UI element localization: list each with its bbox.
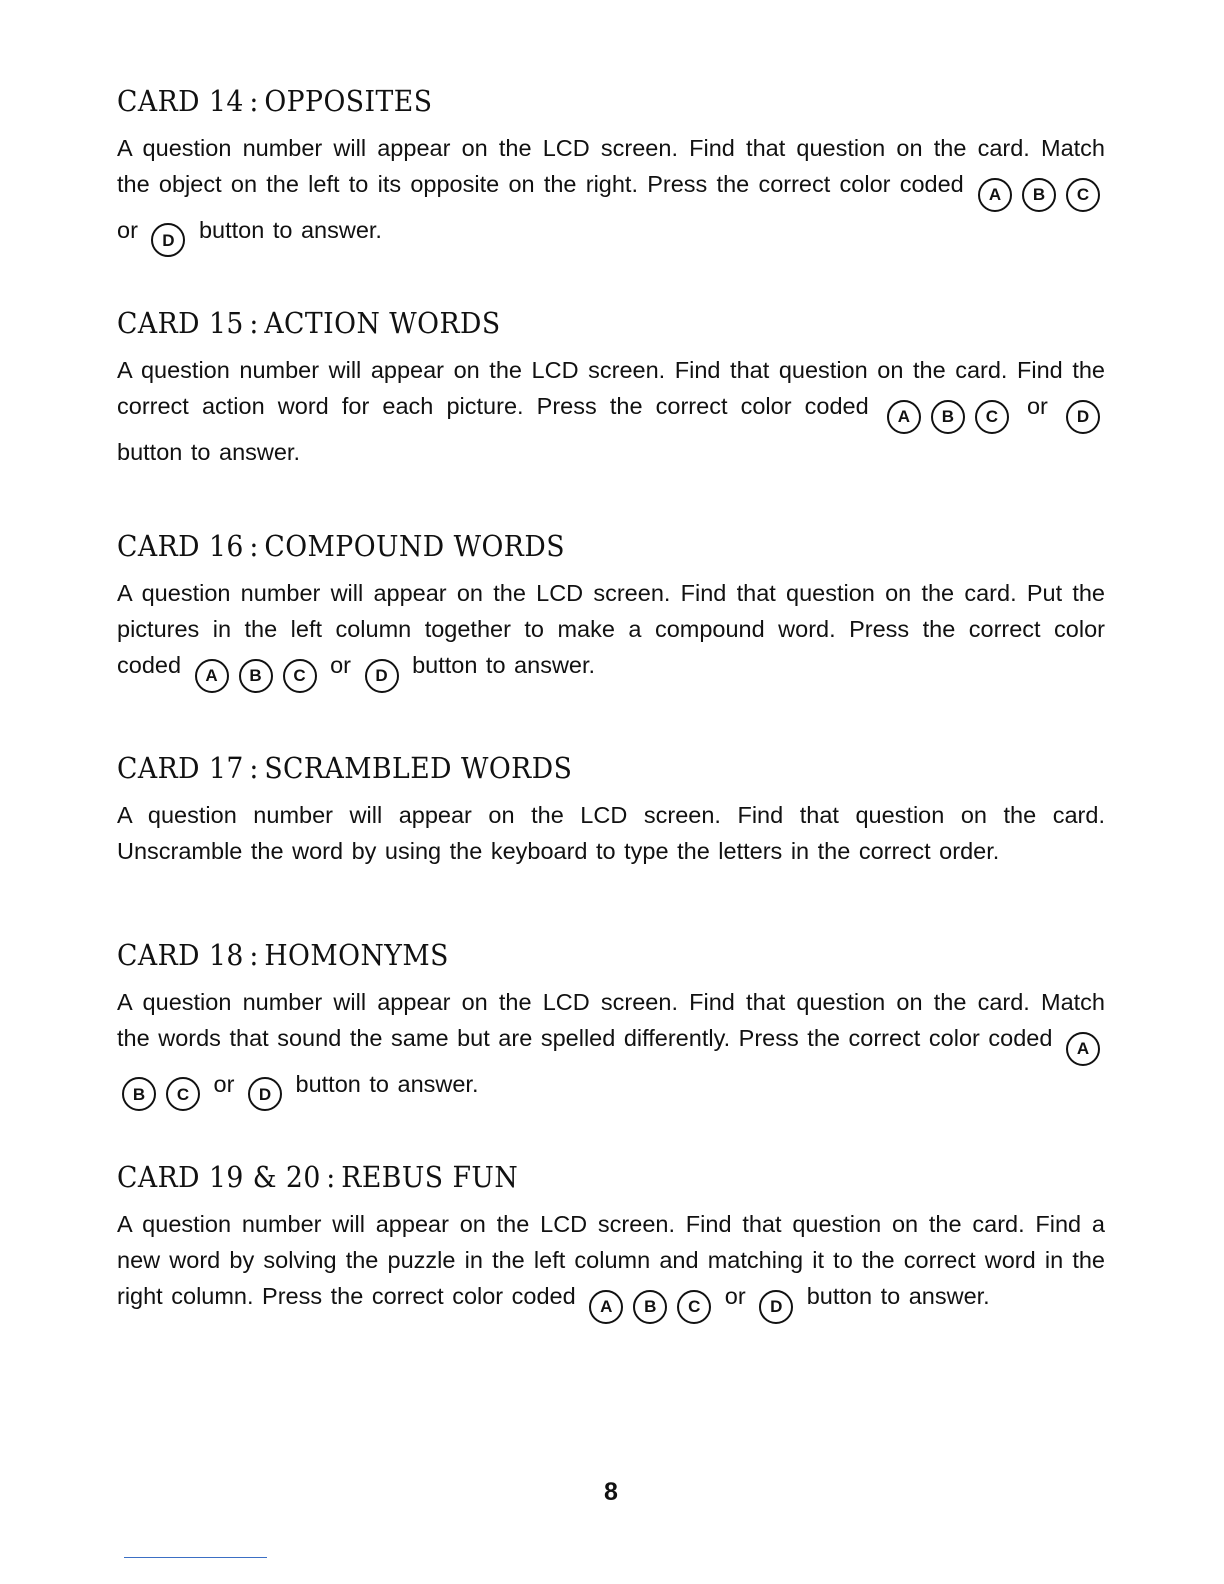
card-14-section <box>117 84 1105 257</box>
card-17-section <box>117 751 1105 869</box>
title-separator: : <box>326 1160 336 1194</box>
card-19-20-number: CARD 19 & 20 <box>117 1160 321 1194</box>
button-c-icon: C <box>166 1077 200 1111</box>
card-15-title <box>117 306 1026 340</box>
card-18-title <box>117 938 1026 972</box>
card-16-tail-text: button to answer. <box>412 652 596 678</box>
card-16-title <box>117 529 1026 563</box>
card-18-section <box>117 938 1105 1111</box>
or-text: or <box>724 1283 746 1309</box>
button-b-icon: B <box>239 659 273 693</box>
card-19-20-instructions <box>117 1206 1105 1324</box>
button-d-icon: D <box>151 223 185 257</box>
card-17-title <box>117 751 1026 785</box>
title-separator: : <box>249 529 259 563</box>
manual-page <box>117 0 1105 1584</box>
card-14-name: OPPOSITES <box>264 84 433 118</box>
button-d-icon: D <box>1066 400 1100 434</box>
card-14-title <box>117 84 1026 118</box>
button-c-icon: C <box>677 1290 711 1324</box>
card-17-instructions: A question number will appear on the LCD screen. Find that question on the card. Unscramble the word by using the keyboard to type the letters in the correct order. <box>117 802 1105 864</box>
card-19-20-name: REBUS FUN <box>341 1160 519 1194</box>
page-number: 8 <box>604 1478 618 1506</box>
button-a-icon: A <box>589 1290 623 1324</box>
title-separator: : <box>249 938 259 972</box>
card-16-name: COMPOUND WORDS <box>264 529 565 563</box>
button-b-icon: B <box>633 1290 667 1324</box>
button-c-icon: C <box>975 400 1009 434</box>
card-18-tail-text: button to answer. <box>295 1070 479 1097</box>
title-separator: : <box>249 84 259 118</box>
or-text: or <box>213 1070 235 1097</box>
card-17-number: CARD 17 <box>117 751 244 785</box>
button-a-icon: A <box>978 178 1012 212</box>
card-14-number: CARD 14 <box>117 84 244 118</box>
or-text: or <box>1026 393 1048 419</box>
card-16-lead-text: A question number will appear on the LCD screen. Find that question on the card. Put the pictures in the left column together to make a compound word. Press the correct color coded <box>117 580 1105 678</box>
button-d-icon: D <box>365 659 399 693</box>
button-d-icon: D <box>248 1077 282 1111</box>
card-15-tail-text: button to answer. <box>117 438 300 465</box>
button-b-icon: B <box>122 1077 156 1111</box>
card-16-instructions <box>117 575 1105 693</box>
card-15-lead-text: A question number will appear on the LCD screen. Find that question on the card. Find the correct action word for each picture. Press the correct color coded <box>117 357 1105 419</box>
card-14-instructions <box>117 130 1105 257</box>
footer-rule <box>124 1557 267 1558</box>
card-14-lead-text: A question number will appear on the LCD screen. Find that question on the card. Match the object on the left to its opposite on the right. Press the correct color coded <box>117 135 1105 197</box>
title-separator: : <box>249 306 259 340</box>
card-18-name: HOMONYMS <box>264 938 449 972</box>
button-c-icon: C <box>283 659 317 693</box>
card-19-20-title <box>117 1160 1026 1194</box>
card-19-20-section <box>117 1160 1105 1324</box>
title-separator: : <box>249 751 259 785</box>
card-15-name: ACTION WORDS <box>264 306 501 340</box>
button-d-icon: D <box>759 1290 793 1324</box>
card-15-number: CARD 15 <box>117 306 244 340</box>
button-a-icon: A <box>195 659 229 693</box>
card-17-name: SCRAMBLED WORDS <box>264 751 573 785</box>
card-18-instructions <box>117 984 1105 1111</box>
card-16-section <box>117 529 1105 693</box>
button-b-icon: B <box>931 400 965 434</box>
button-c-icon: C <box>1066 178 1100 212</box>
or-text: or <box>330 652 351 678</box>
button-b-icon: B <box>1022 178 1056 212</box>
card-14-tail-text: button to answer. <box>198 216 382 243</box>
card-19-20-tail-text: button to answer. <box>806 1283 990 1309</box>
or-text: or <box>117 216 138 243</box>
card-16-number: CARD 16 <box>117 529 244 563</box>
card-18-lead-text: A question number will appear on the LCD screen. Find that question on the card. Match the words that sound the same but are spelled differently. Press the correct color coded <box>117 989 1105 1051</box>
button-a-icon: A <box>887 400 921 434</box>
card-15-instructions <box>117 352 1105 470</box>
button-a-icon: A <box>1066 1032 1100 1066</box>
card-19-20-lead-text: A question number will appear on the LCD screen. Find that question on the card. Find a new word by solving the puzzle in the left column and matching it to the correct word in the right column. Press the correct color coded <box>117 1211 1105 1309</box>
card-15-section <box>117 306 1105 470</box>
card-18-number: CARD 18 <box>117 938 244 972</box>
